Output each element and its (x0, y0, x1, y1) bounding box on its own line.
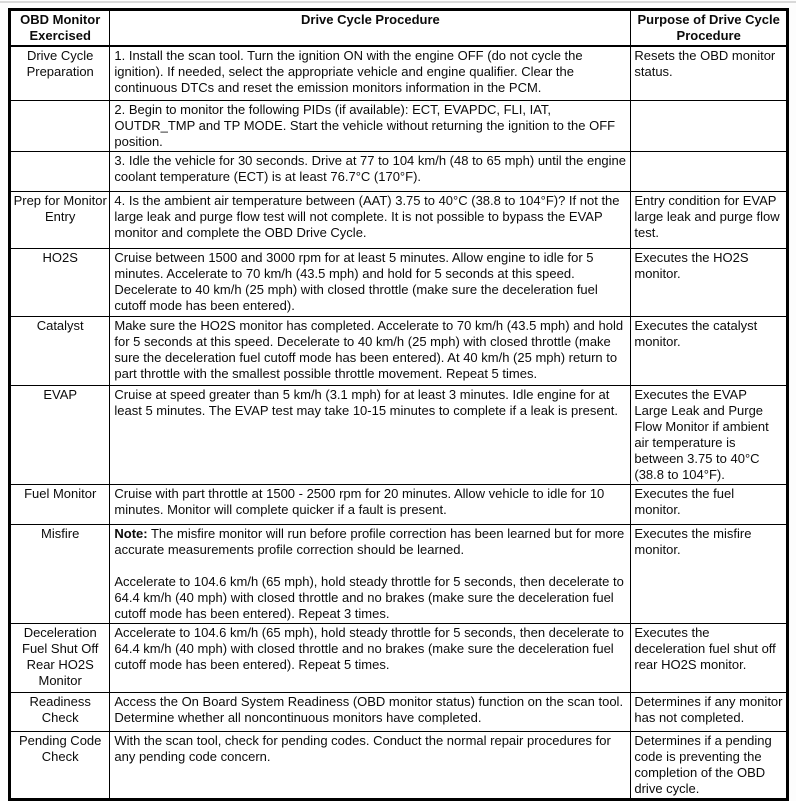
table-row-drive-cycle-preparation (10, 46, 788, 100)
cell-monitor: Misfire (10, 524, 110, 623)
cell-purpose: Executes the EVAP Large Leak and Purge Flow Monitor if ambient air temperature is between 3.75 to 40°C (38.8 to 104°F). (631, 385, 788, 484)
cell-monitor (10, 151, 110, 191)
cell-purpose (631, 151, 788, 191)
header-row (10, 10, 788, 47)
table-row-readiness-check (10, 692, 788, 731)
note-label: Note: (114, 525, 148, 541)
table-row-misfire (10, 524, 788, 623)
header-drive-cycle-procedure: Drive Cycle Procedure (110, 10, 631, 47)
cell-procedure: Cruise between 1500 and 3000 rpm for at least 5 minutes. Allow engine to idle for 5 minutes. Accelerate to 70 km/h (43.5 mph) and hold for 5 seconds at this speed. Decelerate to 40 km/h (25 mph) with closed throttle (make sure the deceleration fuel cutoff mode has been entered). (110, 248, 631, 316)
table-row-evap (10, 385, 788, 484)
misfire-note-paragraph (114, 526, 626, 558)
cell-purpose: Executes the HO2S monitor. (631, 248, 788, 316)
cell-purpose: Executes the misfire monitor. (631, 524, 788, 623)
table-row-catalyst (10, 316, 788, 385)
cell-procedure: With the scan tool, check for pending codes. Conduct the normal repair procedures for any pending code concern. (110, 731, 631, 799)
cell-monitor: Deceleration Fuel Shut Off Rear HO2S Monitor (10, 623, 110, 692)
cell-monitor: HO2S (10, 248, 110, 316)
cell-procedure: Access the On Board System Readiness (OBD monitor status) function on the scan tool. Determine whether all noncontinuous monitors have completed. (110, 692, 631, 731)
cell-monitor (10, 100, 110, 151)
obd-drive-cycle-table (8, 8, 789, 801)
table-row-fuel-monitor (10, 484, 788, 524)
cell-procedure (110, 524, 631, 623)
cell-procedure: 2. Begin to monitor the following PIDs (if available): ECT, EVAPDC, FLI, IAT, OUTDR_TMP and TP MODE. Start the vehicle without returning the ignition to the OFF position. (110, 100, 631, 151)
cell-purpose: Entry condition for EVAP large leak and purge flow test. (631, 191, 788, 248)
cell-monitor: EVAP (10, 385, 110, 484)
header-obd-monitor-exercised: OBD Monitor Exercised (10, 10, 110, 47)
cell-purpose: Determines if a pending code is preventing the completion of the OBD drive cycle. (631, 731, 788, 799)
table-row-prep-for-monitor-entry (10, 191, 788, 248)
cell-procedure: 3. Idle the vehicle for 30 seconds. Drive at 77 to 104 km/h (48 to 65 mph) until the engine coolant temperature (ECT) is at least 76.7°C (170°F). (110, 151, 631, 191)
cell-procedure: Cruise with part throttle at 1500 - 2500 rpm for 20 minutes. Allow vehicle to idle for 10 minutes. Monitor will complete quicker if a fault is present. (110, 484, 631, 524)
cell-monitor: Pending Code Check (10, 731, 110, 799)
table-row-procedure-step-3 (10, 151, 788, 191)
cell-procedure: 4. Is the ambient air temperature between (AAT) 3.75 to 40°C (38.8 to 104°F)? If not the large leak and purge flow test will not complete. It is not possible to bypass the EVAP monitor and complete the OBD Drive Cycle. (110, 191, 631, 248)
table-row-deceleration-fuel-shut-off (10, 623, 788, 692)
note-text: The misfire monitor will run before profile correction has been learned but for more accurate measurements profile correction should be learned. (114, 525, 625, 557)
cell-purpose: Executes the fuel monitor. (631, 484, 788, 524)
cell-purpose: Determines if any monitor has not completed. (631, 692, 788, 731)
page-top-rule (0, 1, 796, 3)
cell-monitor: Drive Cycle Preparation (10, 46, 110, 100)
cell-monitor: Readiness Check (10, 692, 110, 731)
cell-monitor: Catalyst (10, 316, 110, 385)
cell-procedure: Cruise at speed greater than 5 km/h (3.1 mph) for at least 3 minutes. Idle engine for at least 5 minutes. The EVAP test may take 10-15 minutes to complete if a leak is present. (110, 385, 631, 484)
table-row-ho2s (10, 248, 788, 316)
cell-procedure: Accelerate to 104.6 km/h (65 mph), hold steady throttle for 5 seconds, then decelerate to 64.4 km/h (40 mph) with closed throttle and no brakes (make sure the deceleration fuel cutoff mode has been entered). Repeat 5 times. (110, 623, 631, 692)
cell-monitor: Fuel Monitor (10, 484, 110, 524)
header-purpose-of-drive-cycle-procedure: Purpose of Drive Cycle Procedure (631, 10, 788, 47)
table-row-pending-code-check (10, 731, 788, 799)
cell-purpose: Resets the OBD monitor status. (631, 46, 788, 100)
cell-procedure: Make sure the HO2S monitor has completed. Accelerate to 70 km/h (43.5 mph) and hold for 5 seconds at this speed. Decelerate to 40 km/h (25 mph) with closed throttle (make sure the deceleration fuel cutoff mode has been entered). At 40 km/h (25 mph) return to part throttle with the smallest possible throttle movement. Repeat 5 times. (110, 316, 631, 385)
cell-monitor: Prep for Monitor Entry (10, 191, 110, 248)
cell-procedure: 1. Install the scan tool. Turn the ignition ON with the engine OFF (do not cycle the ignition). If needed, select the appropriate vehicle and engine qualifier. Clear the continuous DTCs and reset the emission monitors information in the PCM. (110, 46, 631, 100)
cell-purpose (631, 100, 788, 151)
cell-purpose: Executes the catalyst monitor. (631, 316, 788, 385)
table-row-procedure-step-2 (10, 100, 788, 151)
misfire-procedure-paragraph: Accelerate to 104.6 km/h (65 mph), hold steady throttle for 5 seconds, then decelerate to 64.4 km/h (40 mph) with closed throttle and no brakes (make sure the deceleration fuel cutoff mode has been entered). Repeat 3 times. (114, 573, 624, 621)
cell-purpose: Executes the deceleration fuel shut off rear HO2S monitor. (631, 623, 788, 692)
